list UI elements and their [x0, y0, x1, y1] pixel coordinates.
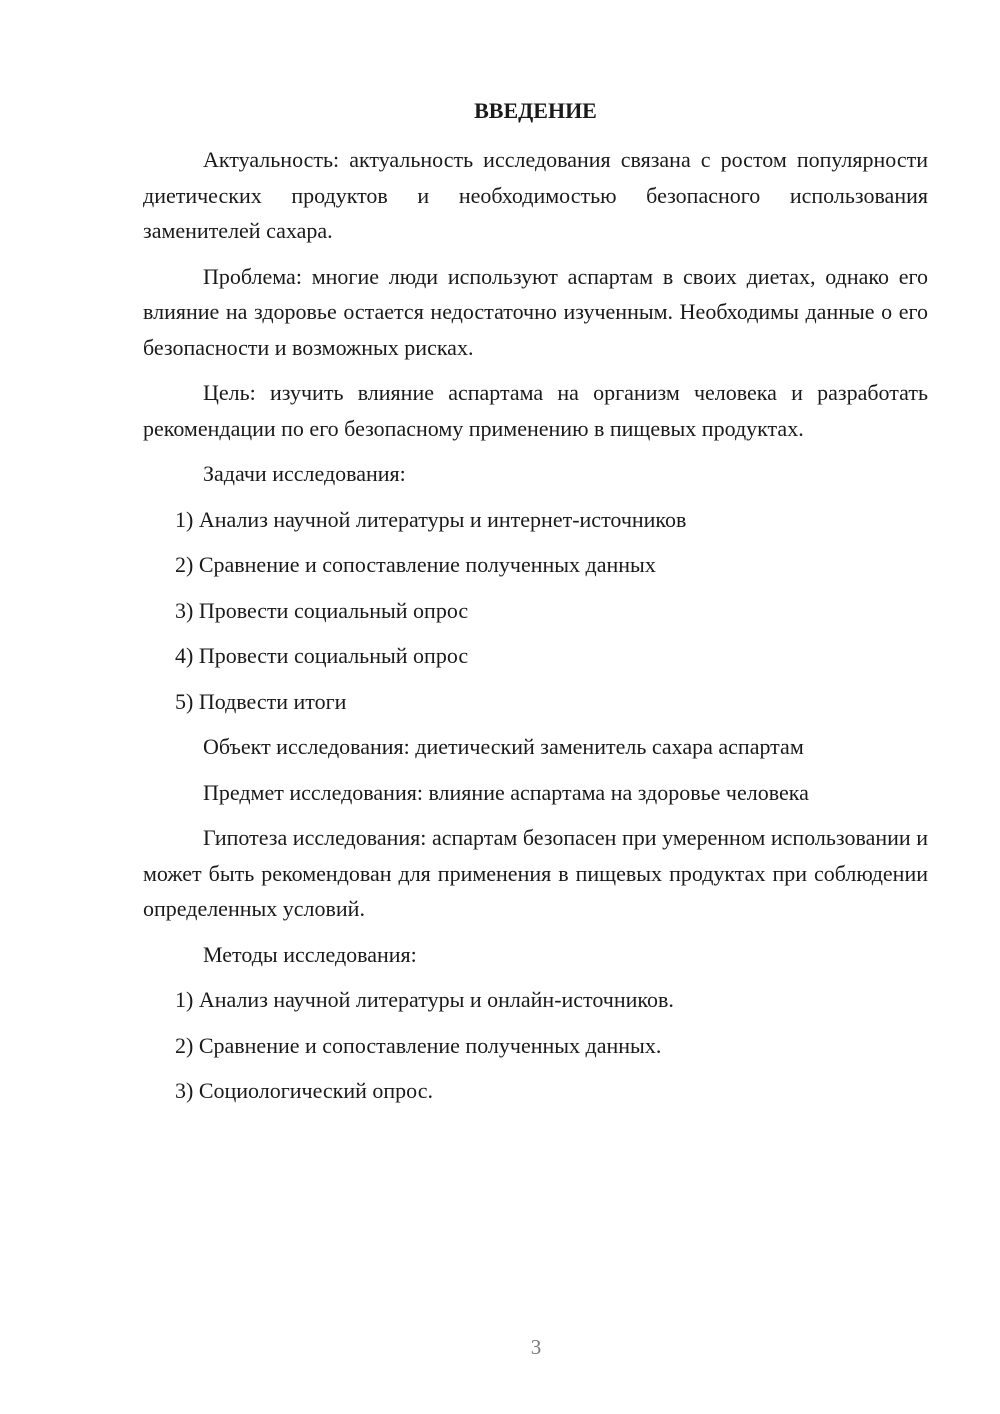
body-text: [143, 142, 928, 1119]
methods-title: Методы исследования:: [203, 941, 417, 967]
goal-paragraph: Цель: изучить влияние аспартама на организм человека и разработать рекомендации по его безопасному применению в пищевых продуктах.: [143, 380, 928, 441]
method-item: 1) Анализ научной литературы и онлайн-источников.: [175, 987, 674, 1012]
section-heading: ВВЕДЕНИЕ: [474, 98, 597, 123]
subject-line: Предмет исследования: влияние аспартама на здоровье человека: [203, 779, 809, 805]
task-item: 4) Провести социальный опрос: [175, 643, 469, 668]
task-item: 3) Провести социальный опрос: [175, 597, 469, 623]
method-item: 2) Сравнение и сопоставление полученных данных.: [175, 1032, 662, 1058]
task-item: 5) Подвести итоги: [175, 688, 347, 714]
hypothesis-paragraph: Гипотеза исследования: аспартам безопасен при умеренном использовании и может быть рекомендован для применения в пищевых продуктах при соблюдении определенных условий.: [143, 825, 928, 921]
tasks-title: Задачи исследования:: [203, 461, 406, 486]
task-item: 1) Анализ научной литературы и интернет-источников: [175, 506, 687, 532]
problem-paragraph: Проблема: многие люди используют аспартам в своих диетах, однако его влияние на здоровье остается недостаточно изученным. Необходимы данные о его безопасности и возможных рисках.: [143, 263, 928, 360]
method-item: 3) Социологический опрос.: [175, 1078, 433, 1103]
relevance-paragraph: Актуальность: актуальность исследования связана с ростом популярности диетических продуктов и необходимостью безопасного использования заменителей сахара.: [143, 147, 928, 243]
task-item: 2) Сравнение и сопоставление полученных данных: [175, 552, 656, 577]
object-line: Объект исследования: диетический заменитель сахара аспартам: [203, 734, 804, 759]
page-number: 3: [530, 1335, 542, 1359]
